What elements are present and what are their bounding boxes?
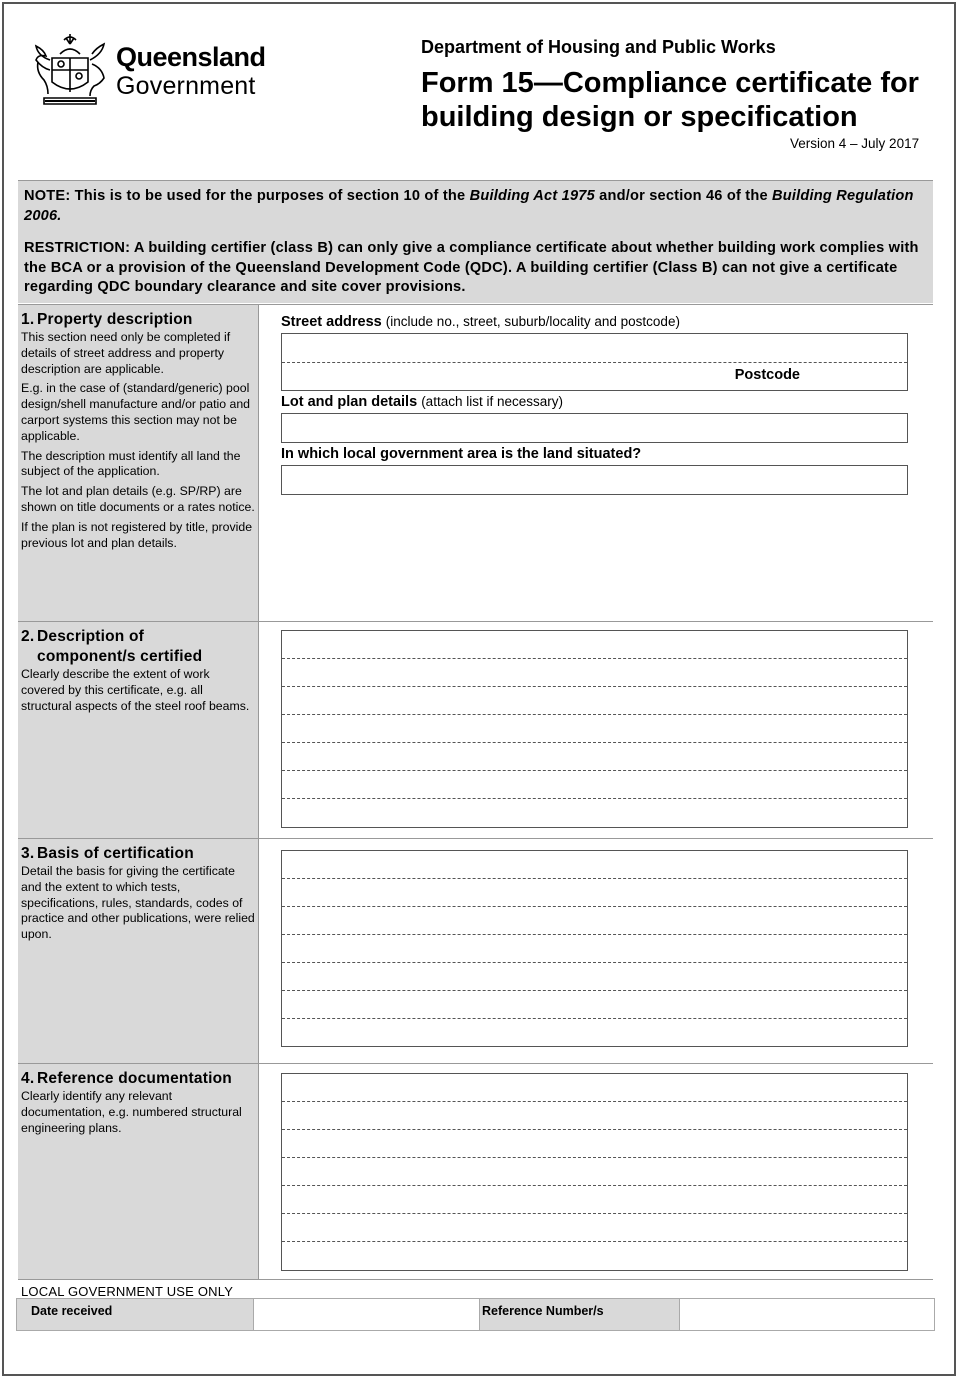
building-act-reference: Building Act 1975: [469, 188, 595, 204]
local-government-area-field[interactable]: [281, 465, 908, 495]
lot-plan-field[interactable]: [281, 413, 908, 443]
street-address-field[interactable]: [281, 333, 908, 391]
reference-numbers-field[interactable]: [679, 1299, 934, 1330]
section-3-help: Detail the basis for giving the certificate and the extent to which tests, specifications, rules, standards, codes of practice and other publications, were relied upon.: [21, 864, 255, 942]
section-4-title: 4. Reference documentation: [21, 1070, 232, 1087]
section-component-description: [18, 621, 933, 838]
component-description-field[interactable]: [281, 630, 908, 828]
section-2-title: 2. Description of component/s certified: [21, 628, 203, 665]
local-government-area-label: In which local government area is the land situated?: [281, 446, 642, 462]
section-1-fields: [259, 305, 933, 621]
basis-of-certification-field[interactable]: [281, 850, 908, 1047]
section-2-help: Clearly describe the extent of work covered by this certificate, e.g. all structural aspects of the steel roof beams.: [21, 667, 250, 713]
section-4-help: Clearly identify any relevant documentation, e.g. numbered structural engineering plans.: [21, 1089, 242, 1135]
section-3-title: 3. Basis of certification: [21, 845, 194, 862]
section-3-fields: [259, 839, 933, 1063]
building-regulation-reference: Building Regulation 2006.: [24, 188, 914, 224]
section-1-help: The description must identify all land the subject of the application.: [21, 448, 241, 479]
section-1-help: The lot and plan details (e.g. SP/RP) are shown on title documents or a rates notice.: [21, 484, 255, 514]
section-3-sidebar: [18, 839, 259, 1063]
note-text: NOTE: This is to be used for the purposes of section 10 of the Building Act 1975 and/or section 46 of the Building Regulation 2006.: [24, 188, 914, 224]
logo-text-queensland: Queensland: [116, 42, 266, 72]
reference-numbers-label: Reference Number/s: [479, 1299, 679, 1330]
date-received-label: Date received: [17, 1299, 253, 1330]
section-property-description: [18, 304, 933, 621]
logo-text-government: Government: [116, 72, 256, 100]
local-government-use-title: LOCAL GOVERNMENT USE ONLY: [21, 1284, 234, 1299]
form-version: Version 4 – July 2017: [790, 136, 920, 151]
section-1-title: 1. Property description: [21, 311, 193, 328]
section-4-sidebar: [18, 1064, 259, 1279]
section-1-help: If the plan is not registered by title, provide previous lot and plan details.: [21, 519, 253, 550]
section-2-fields: [259, 622, 933, 838]
lot-plan-label: Lot and plan details (attach list if necessary): [281, 394, 563, 410]
section-reference-documentation: [18, 1063, 933, 1280]
note-box: [18, 180, 933, 303]
section-4-fields: [259, 1064, 933, 1279]
section-2-sidebar: [18, 622, 259, 838]
section-1-help: E.g. in the case of (standard/generic) pool design/shell manufacture and/or patio and carport systems this section may not be applicable.: [21, 381, 251, 443]
department-name: Department of Housing and Public Works: [421, 37, 776, 57]
field-divider: [282, 362, 907, 363]
date-received-field[interactable]: [253, 1299, 479, 1330]
section-1-sidebar: [18, 305, 259, 621]
section-basis-of-certification: [18, 838, 933, 1063]
restriction-text: RESTRICTION: A building certifier (class B) can only give a compliance certificate about whether building work complies with the BCA or a provision of the Queensland Development Code (QDC). A building certifier (Class B) can not give a certificate regarding QDC boundary clearance and site cover provisions.: [24, 240, 919, 295]
postcode-label: Postcode: [734, 367, 800, 383]
coat-of-arms-icon: [30, 28, 110, 108]
form-title: Form 15—Compliance certificate for building design or specification: [421, 67, 919, 133]
local-government-use-table: [16, 1298, 935, 1331]
street-address-label: Street address (include no., street, suburb/locality and postcode): [281, 314, 680, 330]
queensland-government-logo: [30, 28, 270, 108]
section-1-help: This section need only be completed if details of street address and property description are applicable.: [21, 330, 231, 376]
reference-documentation-field[interactable]: [281, 1073, 908, 1271]
